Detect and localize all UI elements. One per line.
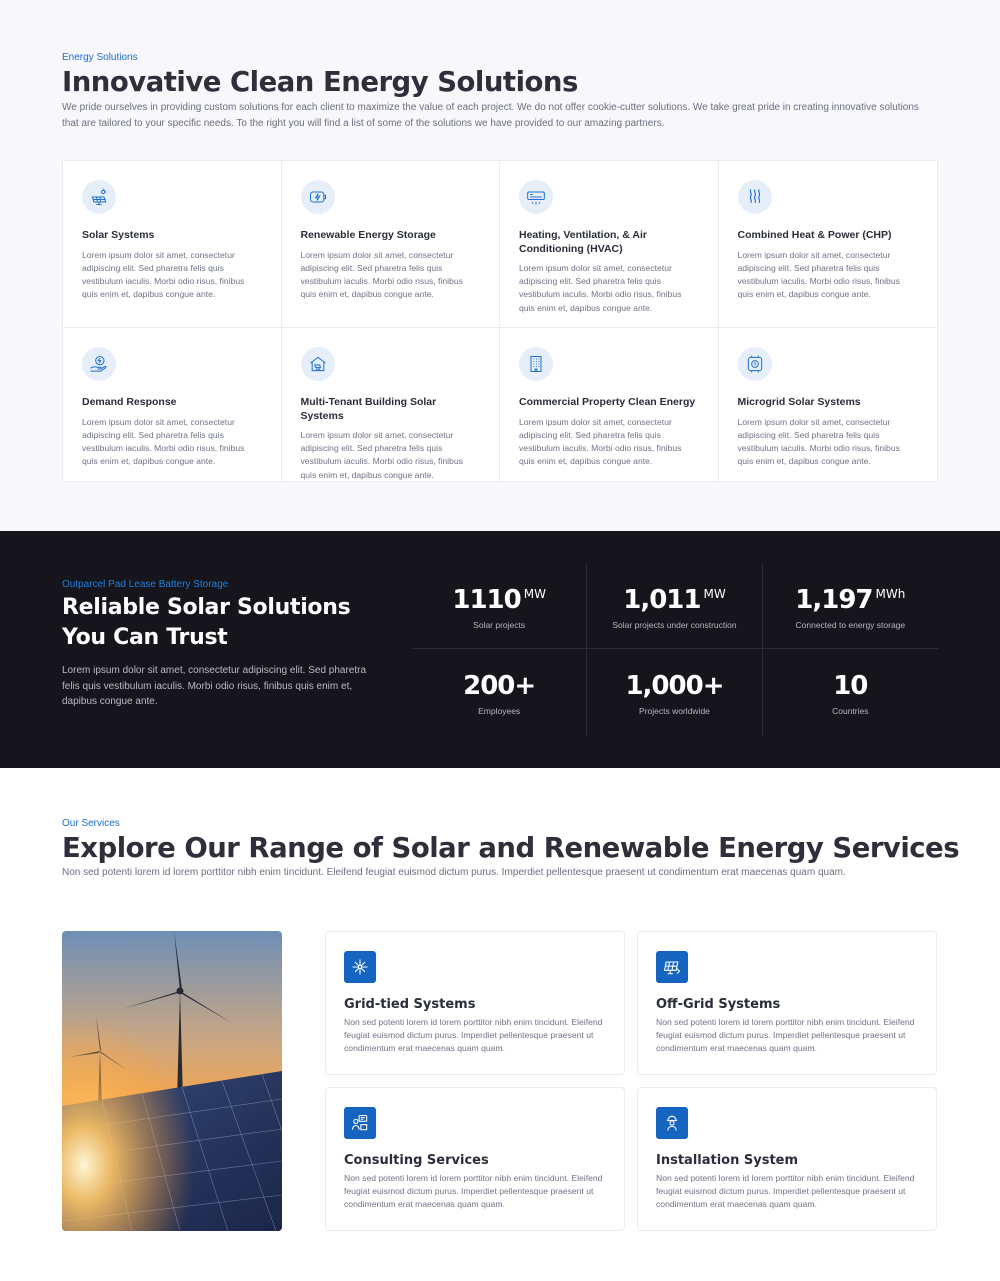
solution-card-solar-systems[interactable] [63, 161, 282, 328]
solution-title: Microgrid Solar Systems [737, 396, 861, 408]
solution-card-chp[interactable] [719, 161, 938, 328]
stat-value: 10 [833, 671, 868, 701]
stat-item [412, 563, 587, 649]
services-subtitle: Non sed potenti lorem id lorem porttitor nibh enim tincidunt. Eleifend feugiat euismod dictum purus. Imperdiet pellentesque praesent ut condimentum erat maecenas quam quam. [62, 867, 846, 878]
stat-label: Employees [478, 706, 521, 716]
service-text: Non sed potenti lorem id lorem porttitor nibh enim tincidunt. Eleifend feugiat euismod dictum purus. Imperdiet pellentesque praesent ut condimentum erat maecenas quam quam. [656, 1017, 915, 1054]
stat-unit: MW [703, 587, 726, 601]
stat-item [763, 563, 938, 649]
service-card-grid-tied[interactable] [325, 931, 625, 1075]
solution-text: Lorem ipsum dolor sit amet, consectetur adipiscing elit. Sed pharetra felis quis vestibulum iaculis. Morbi odio risus, finibus quis enim et, dapibus congue ante. [82, 416, 245, 467]
service-card-installation[interactable] [637, 1087, 937, 1231]
stat-item [587, 563, 762, 649]
reliable-title: Reliable Solar Solutions You Can Trust [62, 595, 351, 650]
service-title: Off-Grid Systems [656, 997, 781, 1012]
microgrid-plug-icon [738, 347, 772, 381]
services-title: Explore Our Range of Solar and Renewable Energy Services [62, 832, 960, 864]
solution-card-multi-tenant[interactable] [282, 328, 501, 482]
services-eyebrow: Our Services [62, 818, 120, 829]
solution-title: Renewable Energy Storage [300, 229, 436, 241]
solution-text: Lorem ipsum dolor sit amet, consectetur adipiscing elit. Sed pharetra felis quis vestibulum iaculis. Morbi odio risus, finibus quis enim et, dapibus congue ante. [82, 249, 245, 300]
service-text: Non sed potenti lorem id lorem porttitor nibh enim tincidunt. Eleifend feugiat euismod dictum purus. Imperdiet pellentesque praesent ut condimentum erat maecenas quam quam. [344, 1173, 603, 1210]
consulting-icon [344, 1107, 376, 1139]
solution-card-hvac[interactable] [500, 161, 719, 328]
service-title: Consulting Services [344, 1153, 489, 1168]
solution-text: Lorem ipsum dolor sit amet, consectetur adipiscing elit. Sed pharetra felis quis vestibulum iaculis. Morbi odio risus, finibus quis enim et, dapibus congue ante. [300, 249, 463, 300]
service-text: Non sed potenti lorem id lorem porttitor nibh enim tincidunt. Eleifend feugiat euismod dictum purus. Imperdiet pellentesque praesent ut condimentum erat maecenas quam quam. [656, 1173, 915, 1210]
solution-card-energy-storage[interactable] [282, 161, 501, 328]
heat-waves-icon [738, 180, 772, 214]
solar-panel-icon [82, 180, 116, 214]
reliable-text: Lorem ipsum dolor sit amet, consectetur adipiscing elit. Sed pharetra felis quis vestibulum iaculis. Morbi odio risus, finibus quis enim et, dapibus congue ante. [62, 665, 367, 707]
solution-text: Lorem ipsum dolor sit amet, consectetur adipiscing elit. Sed pharetra felis quis vestibulum iaculis. Morbi odio risus, finibus quis enim et, dapibus congue ante. [519, 263, 682, 313]
reliable-eyebrow: Outparcel Pad Lease Battery Storage [62, 579, 229, 590]
air-conditioner-icon [519, 180, 553, 214]
stat-value: 1,000+ [625, 671, 724, 701]
stats-grid [412, 563, 938, 736]
services-section [0, 768, 1000, 1281]
service-text: Non sed potenti lorem id lorem porttitor nibh enim tincidunt. Eleifend feugiat euismod dictum purus. Imperdiet pellentesque praesent ut condimentum erat maecenas quam quam. [344, 1017, 603, 1054]
energy-eyebrow: Energy Solutions [62, 52, 138, 63]
solution-title: Combined Heat & Power (CHP) [737, 229, 892, 241]
stat-label: Connected to energy storage [795, 620, 906, 630]
stat-value: 1,197 $^{MWh}$ [795, 585, 906, 615]
solution-text: Lorem ipsum dolor sit amet, consectetur adipiscing elit. Sed pharetra felis quis vestibulum iaculis. Morbi odio risus, finibus quis enim et, dapibus congue ante. [519, 416, 682, 467]
stat-unit: MW [523, 587, 546, 601]
solution-text: Lorem ipsum dolor sit amet, consectetur adipiscing elit. Sed pharetra felis quis vestibulum iaculis. Morbi odio risus, finibus quis enim et, dapibus congue ante. [737, 416, 900, 467]
energy-hand-icon [82, 347, 116, 381]
stat-value: 1,011 $^{MW}$ [623, 585, 726, 615]
stat-item [412, 649, 587, 736]
stat-label: Solar projects under construction [612, 620, 737, 630]
energy-title: Innovative Clean Energy Solutions [62, 66, 578, 98]
wind-solar-photo [62, 931, 282, 1231]
reliable-solar-section [0, 531, 1000, 768]
stat-value: 200+ [463, 671, 536, 701]
battery-charge-icon [301, 180, 335, 214]
grid-network-icon [344, 951, 376, 983]
solution-title: Demand Response [82, 396, 177, 408]
solution-card-commercial[interactable] [500, 328, 719, 482]
stat-item [587, 649, 762, 736]
service-card-off-grid[interactable] [637, 931, 937, 1075]
stat-label: Countries [832, 706, 869, 716]
installation-icon [656, 1107, 688, 1139]
solution-title: Multi-Tenant Building Solar Systems [300, 396, 437, 422]
solution-text: Lorem ipsum dolor sit amet, consectetur adipiscing elit. Sed pharetra felis quis vestibulum iaculis. Morbi odio risus, finibus quis enim et, dapibus congue ante. [300, 430, 463, 480]
office-building-icon [519, 347, 553, 381]
stat-label: Solar projects [473, 620, 526, 630]
solution-title: Heating, Ventilation, & Air Conditioning (HVAC) [519, 229, 647, 255]
service-card-consulting[interactable] [325, 1087, 625, 1231]
energy-intro: We pride ourselves in providing custom solutions for each client to maximize the value of each project. We do not offer cookie-cutter solutions. We take great pride in creating innovative solutions that are tailored to your specific needs. To the right you will find a list of some of the solutions we have provided to our amazing partners. [62, 102, 919, 129]
off-grid-panel-icon [656, 951, 688, 983]
service-title: Installation System [656, 1153, 799, 1168]
solution-title: Commercial Property Clean Energy [519, 396, 696, 408]
solutions-grid [62, 160, 938, 482]
service-title: Grid-tied Systems [344, 997, 476, 1012]
solution-text: Lorem ipsum dolor sit amet, consectetur adipiscing elit. Sed pharetra felis quis vestibulum iaculis. Morbi odio risus, finibus quis enim et, dapibus congue ante. [737, 249, 900, 300]
solution-card-microgrid[interactable] [719, 328, 938, 482]
solution-card-demand-response[interactable] [63, 328, 282, 482]
solution-title: Solar Systems [82, 229, 155, 241]
stat-label: Projects worldwide [639, 706, 710, 716]
stat-value: 1110 $^{MW}$ [452, 585, 546, 615]
energy-solutions-section [0, 0, 1000, 531]
stat-unit: MWh [875, 587, 906, 601]
stat-item [763, 649, 938, 736]
solar-house-icon [301, 347, 335, 381]
